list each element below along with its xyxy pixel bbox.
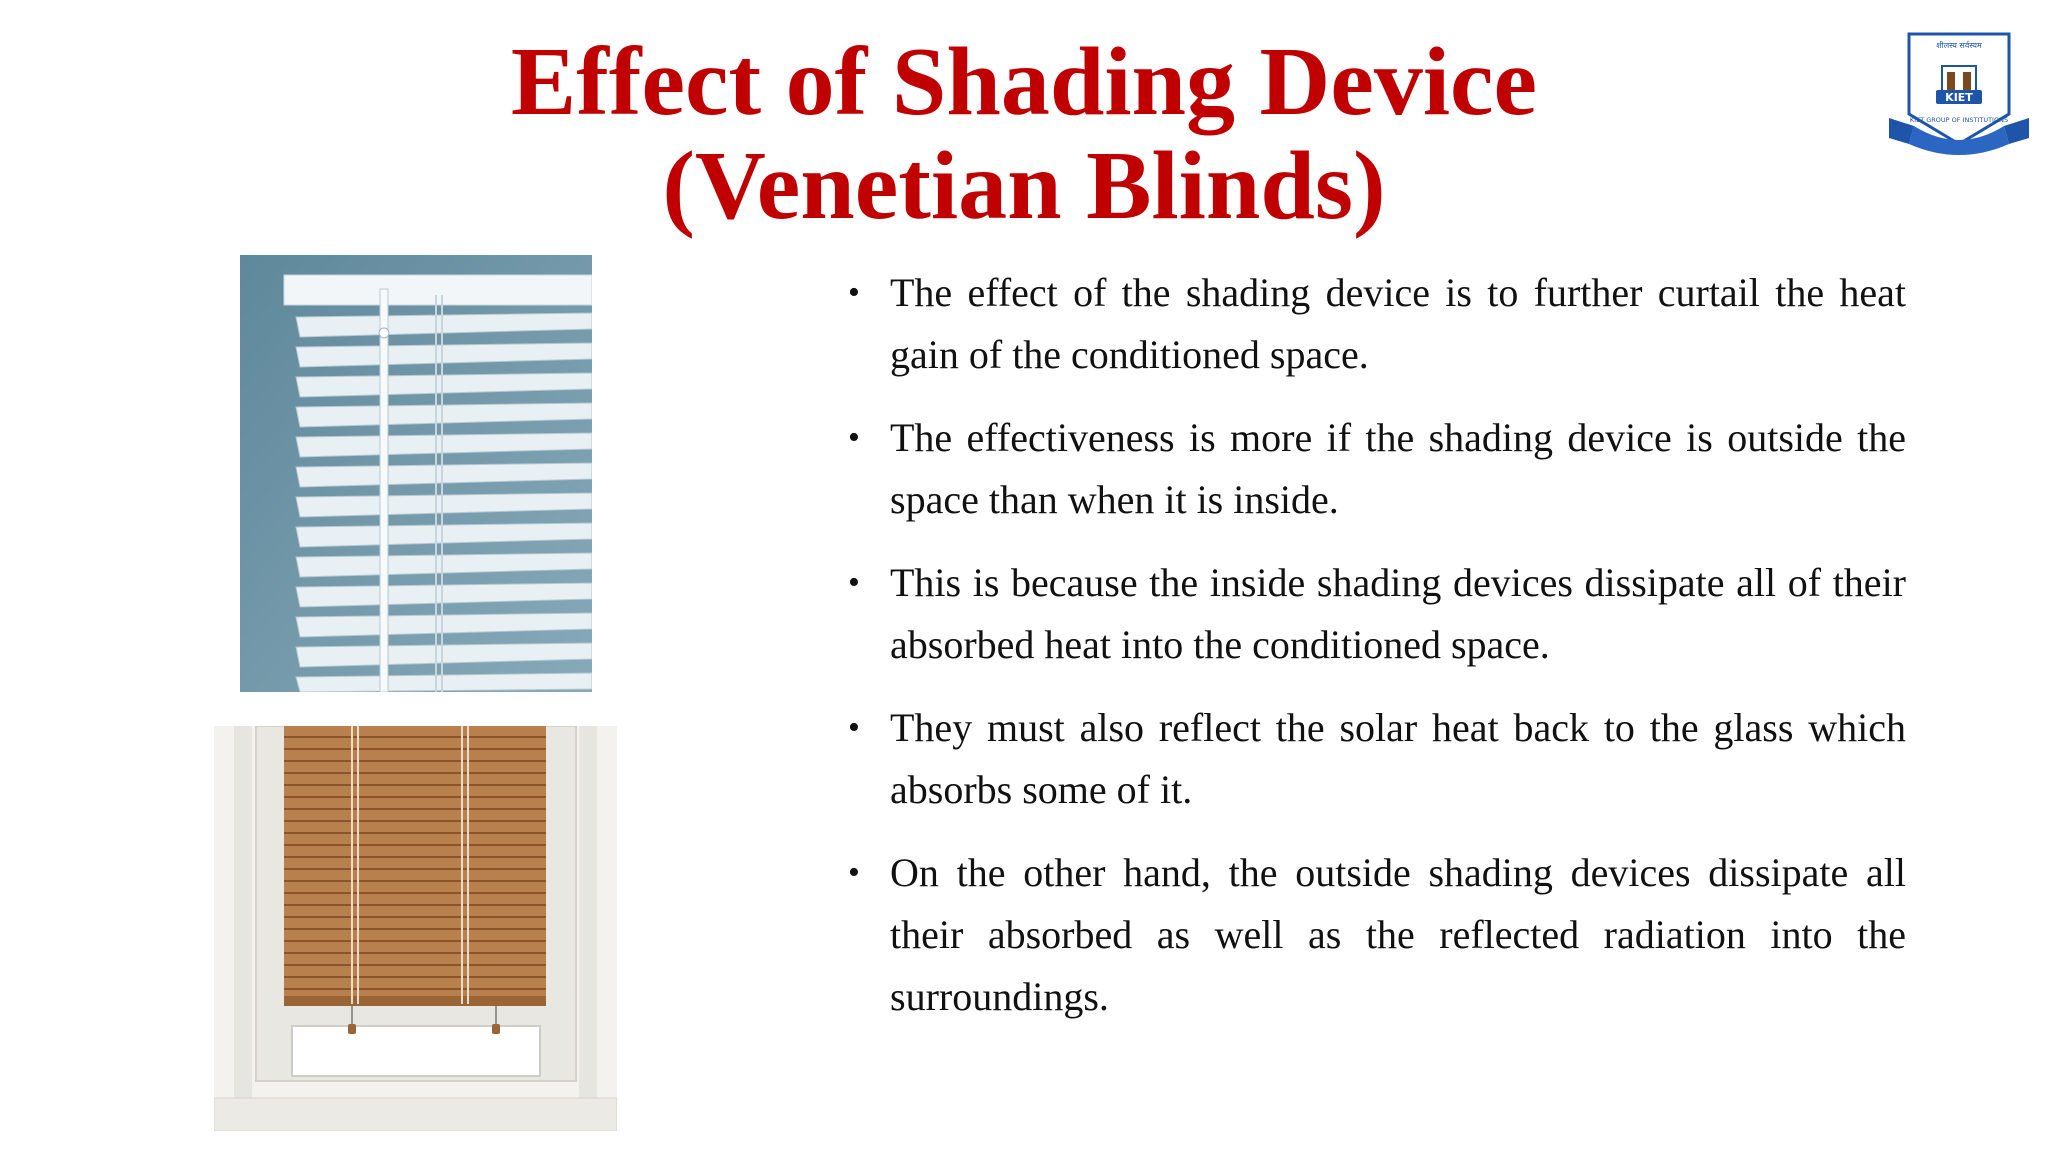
bullet-item bbox=[848, 697, 1906, 821]
bullet-item bbox=[848, 407, 1906, 531]
slide-title-line-1: Effect of Shading Device bbox=[510, 28, 1538, 136]
white-venetian-blind-image bbox=[240, 255, 592, 692]
bullet-dot: • bbox=[848, 274, 860, 311]
bullet-dot: • bbox=[848, 419, 860, 456]
bullet-list bbox=[848, 262, 1906, 1049]
logo-motto: शीलस्य सर्वस्यम bbox=[1936, 41, 1982, 50]
bullet-text: They must also reflect the solar heat back to the glass which absorbs some of it. bbox=[890, 705, 1906, 812]
bullet-item bbox=[848, 842, 1906, 1028]
kiet-logo bbox=[1884, 26, 2034, 166]
logo-arc-text: KIET GROUP OF INSTITUTIONS bbox=[1909, 116, 2009, 124]
bullet-text: On the other hand, the outside shading devices dissipate all their absorbed as well as the reflected radiation into the surroundings. bbox=[890, 850, 1906, 1019]
bullet-item bbox=[848, 262, 1906, 386]
bullet-dot: • bbox=[848, 709, 860, 746]
bullet-item bbox=[848, 552, 1906, 676]
bullet-text: The effect of the shading device is to further curtail the heat gain of the conditioned space. bbox=[890, 270, 1906, 377]
bullet-dot: • bbox=[848, 564, 860, 601]
slide-title-line-2: (Venetian Blinds) bbox=[662, 132, 1386, 240]
slide-title bbox=[0, 30, 2048, 238]
logo-name: KIET bbox=[1945, 91, 1973, 104]
bullet-text: This is because the inside shading devices dissipate all of their absorbed heat into the conditioned space. bbox=[890, 560, 1906, 667]
wooden-venetian-blind-window-image bbox=[214, 726, 617, 1131]
bullet-dot: • bbox=[848, 854, 860, 891]
bullet-text: The effectiveness is more if the shading device is outside the space than when it is inside. bbox=[890, 415, 1906, 522]
